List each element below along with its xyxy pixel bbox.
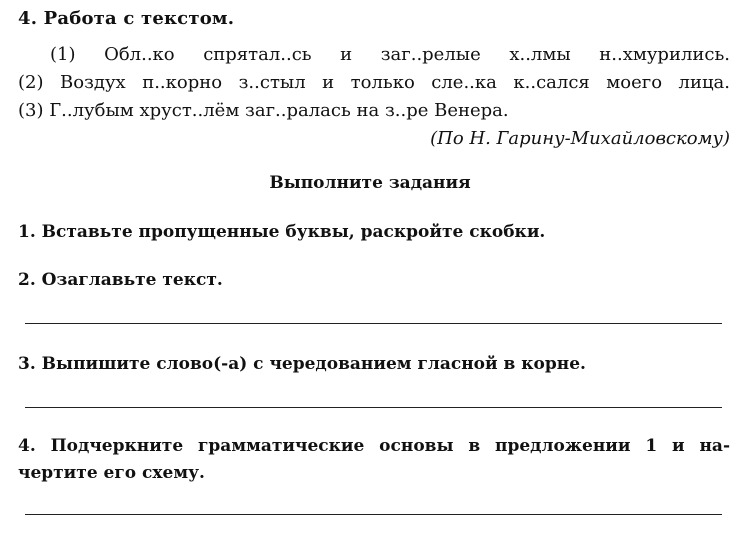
task-4-line-2: чертите его схему. (18, 463, 205, 483)
task-2: 2. Озаглавьте текст. (18, 270, 223, 290)
answer-line-task-2[interactable] (25, 323, 722, 324)
answer-line-task-4[interactable] (25, 514, 722, 515)
answer-line-task-3[interactable] (25, 407, 722, 408)
task-3: 3. Выпишите слово(-а) с чередованием гласной в корне. (18, 354, 586, 374)
text-line-3: (3) Г..лубым хруст..лём заг..ралась на з..ре Венера. (18, 100, 509, 121)
text-line-2: (2) Воздух п..корно з..стыл и только сле..ка к..сался моего лица. (18, 72, 730, 93)
tasks-title: Выполните задания (269, 173, 471, 193)
task-1: 1. Вставьте пропущенные буквы, раскройте скобки. (18, 222, 546, 242)
exercise-heading: 4. Работа с текстом. (18, 8, 235, 29)
source-attribution: (По Н. Гарину-Михайловскому) (430, 128, 730, 149)
text-line-1: (1) Обл..ко спрятал..сь и заг..релые х..лмы н..хмурились. (50, 44, 730, 65)
task-4-line-1: 4. Подчеркните грамматические основы в предложении 1 и на- (18, 436, 730, 456)
